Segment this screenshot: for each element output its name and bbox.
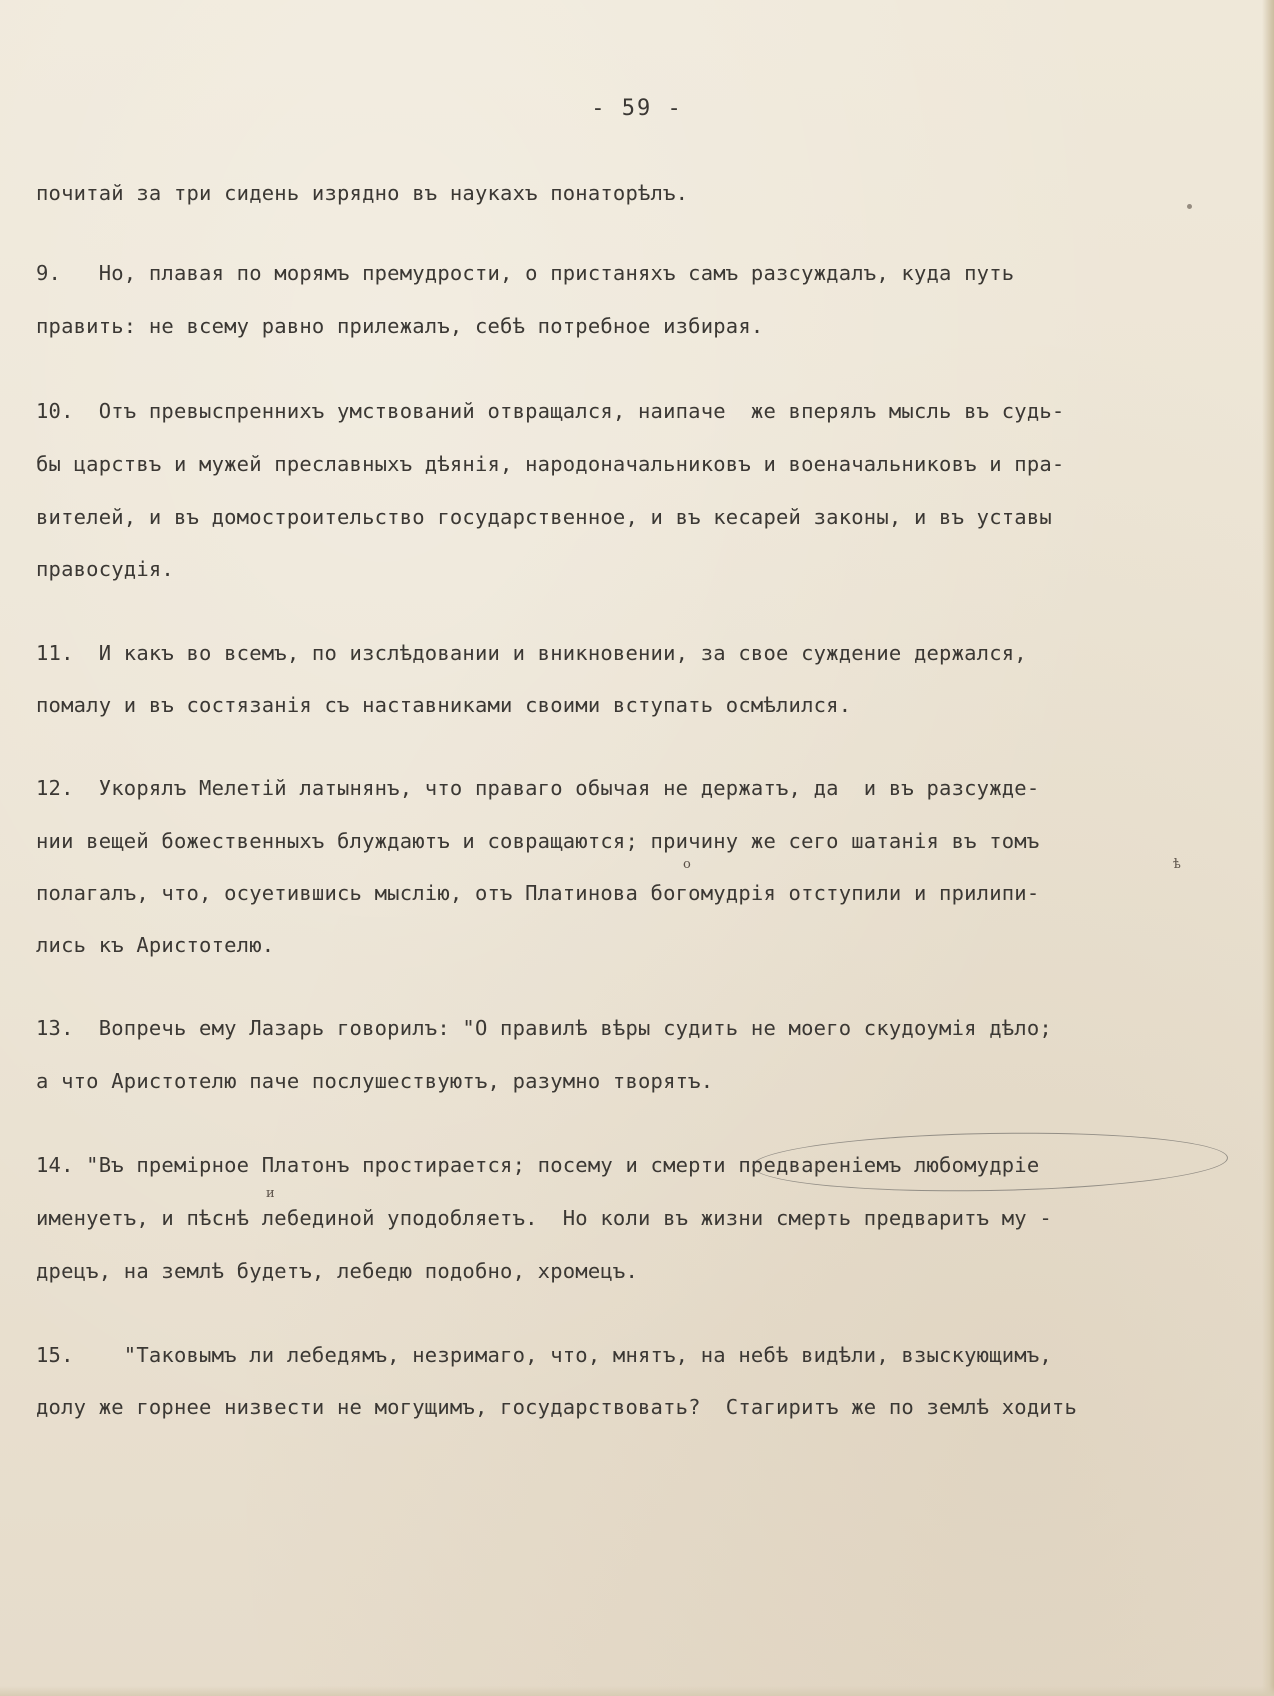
- text-line: нии вещей божественныхъ блуждаютъ и совращаются; причину же сего шатанія въ томъ: [36, 829, 1040, 853]
- pen-correction-mark: ѣ: [1173, 857, 1181, 872]
- text-line: 14. "Въ премірное Платонъ простирается; посему и смерти предвареніемъ любомудріе: [36, 1153, 1040, 1177]
- page-number: - 59 -: [591, 96, 683, 121]
- text-line: бы царствъ и мужей преславныхъ дѣянія, народоначальниковъ и военачальниковъ и пра-: [36, 452, 1065, 476]
- pen-circle-annotation: [752, 1129, 1229, 1195]
- text-line: лись къ Аристотелю.: [36, 933, 275, 957]
- text-line: 15. "Таковымъ ли лебедямъ, незримаго, что, мнятъ, на небѣ видѣли, взыскующимъ,: [36, 1343, 1052, 1367]
- text-line: а что Аристотелю паче послушествуютъ, разумно творятъ.: [36, 1069, 714, 1093]
- text-line: дрецъ, на землѣ будетъ, лебедю подобно, хромецъ.: [36, 1259, 639, 1283]
- paper-edge-bottom: [0, 1686, 1274, 1696]
- text-line: 12. Укорялъ Мелетій латынянъ, что праваго обычая не держатъ, да и въ разсужде-: [36, 776, 1040, 800]
- text-line: полагалъ, что, осуетившись мыслію, отъ Платинова богомудрія отступили и прилипи-: [36, 881, 1040, 905]
- text-line: 10. Отъ превыспреннихъ умствований отвращался, наипаче же вперялъ мысль въ судь-: [36, 399, 1065, 423]
- text-line: правосудія.: [36, 557, 174, 581]
- paper-edge-right: [1262, 0, 1274, 1696]
- text-line: вителей, и въ домостроительство государственное, и въ кесарей законы, и въ уставы: [36, 505, 1052, 529]
- text-line: 13. Вопречь ему Лазарь говорилъ: "О правилѣ вѣры судить не моего скудоумія дѣло;: [36, 1016, 1052, 1040]
- text-line: долу же горнее низвести не могущимъ, государствовать? Стагиритъ же по землѣ ходить: [36, 1395, 1077, 1419]
- text-line: почитай за три сидень изрядно въ наукахъ понаторѣлъ.: [36, 181, 689, 205]
- text-line: именуетъ, и пѣснѣ лебединой уподобляетъ. Но коли въ жизни смерть предваритъ му -: [36, 1206, 1052, 1230]
- pen-correction-mark: и: [266, 1186, 275, 1201]
- paper-spot: [1187, 204, 1192, 209]
- pen-correction-mark: о: [683, 857, 691, 872]
- text-line: 11. И какъ во всемъ, по изслѣдовании и вникновении, за свое суждение держался,: [36, 641, 1027, 665]
- text-line: помалу и въ состязанія съ наставниками своими вступать осмѣлился.: [36, 693, 852, 717]
- text-line: 9. Но, плавая по морямъ премудрости, о пристаняхъ самъ разсуждалъ, куда путь: [36, 261, 1015, 285]
- text-line: править: не всему равно прилежалъ, себѣ потребное избирая.: [36, 314, 764, 338]
